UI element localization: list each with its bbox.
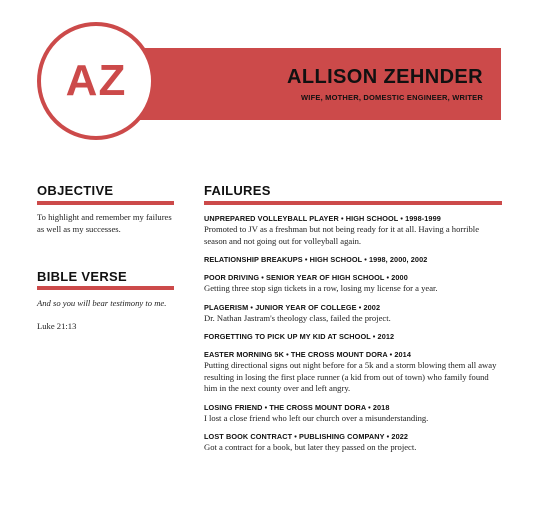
failure-description: Got a contract for a book, but later they passed on the project. <box>204 442 417 452</box>
failure-description: Dr. Nathan Jastram's theology class, failed the project. <box>204 312 391 323</box>
failure-title: LOSING FRIEND • THE CROSS MOUNT DORA • 2018 <box>204 402 390 412</box>
failure-title: UNPREPARED VOLLEYBALL PLAYER • HIGH SCHOOL • 1998-1999 <box>204 214 441 223</box>
failure-title: EASTER MORNING 5K • THE CROSS MOUNT DORA • 2014 <box>204 350 411 359</box>
monogram-circle <box>37 22 155 140</box>
objective-rule <box>37 201 174 205</box>
failure-title: LOST BOOK CONTRACT • PUBLISHING COMPANY • 2022 <box>204 432 409 441</box>
bible-verse-reference: Luke 21:13 <box>37 321 77 331</box>
objective-heading: OBJECTIVE <box>37 183 114 198</box>
bible-verse-quote: And so you will bear testimony to me. <box>37 298 167 308</box>
list-item <box>204 273 504 295</box>
objective-text: To highlight and remember my failures as well as my successes. <box>37 212 172 234</box>
failure-title: POOR DRIVING • SENIOR YEAR OF HIGH SCHOOL • 2000 <box>204 273 408 282</box>
bible-verse-heading: BIBLE VERSE <box>37 269 127 284</box>
resume-name: ALLISON ZEHNDER <box>287 66 483 88</box>
failure-description: I lost a close friend who left our church over a misunderstanding. <box>204 412 429 423</box>
failures-list <box>204 214 504 462</box>
failure-description: Putting directional signs out night before for a 5k and a storm blowing them all away resulting in losing the first place runner (a kid from out of town) who family found him in the next county over and left angry. <box>204 360 497 393</box>
list-item <box>204 403 504 425</box>
failures-heading: FAILURES <box>204 183 271 198</box>
failure-title: RELATIONSHIP BREAKUPS • HIGH SCHOOL • 1998, 2000, 2002 <box>204 255 428 264</box>
list-item <box>204 303 504 325</box>
list-item <box>204 432 504 454</box>
failure-title: FORGETTING TO PICK UP MY KID AT SCHOOL • 2012 <box>204 332 395 341</box>
list-item <box>204 350 504 395</box>
failures-rule <box>204 201 502 205</box>
failure-description: Promoted to JV as a freshman but not being ready for it at all. Having a horrible season and not going out for volleyball again. <box>204 224 480 246</box>
list-item <box>204 255 504 265</box>
failure-description: Getting three stop sign tickets in a row, losing my license for a year. <box>204 283 438 293</box>
resume-subtitle: WIFE, MOTHER, DOMESTIC ENGINEER, WRITER <box>301 93 483 102</box>
failure-title: PLAGERISM • JUNIOR YEAR OF COLLEGE • 2002 <box>204 302 381 312</box>
list-item <box>204 332 504 342</box>
bible-verse-rule <box>37 286 174 290</box>
monogram-initials: AZ <box>65 56 127 105</box>
header-banner <box>98 48 501 120</box>
list-item <box>204 214 504 247</box>
